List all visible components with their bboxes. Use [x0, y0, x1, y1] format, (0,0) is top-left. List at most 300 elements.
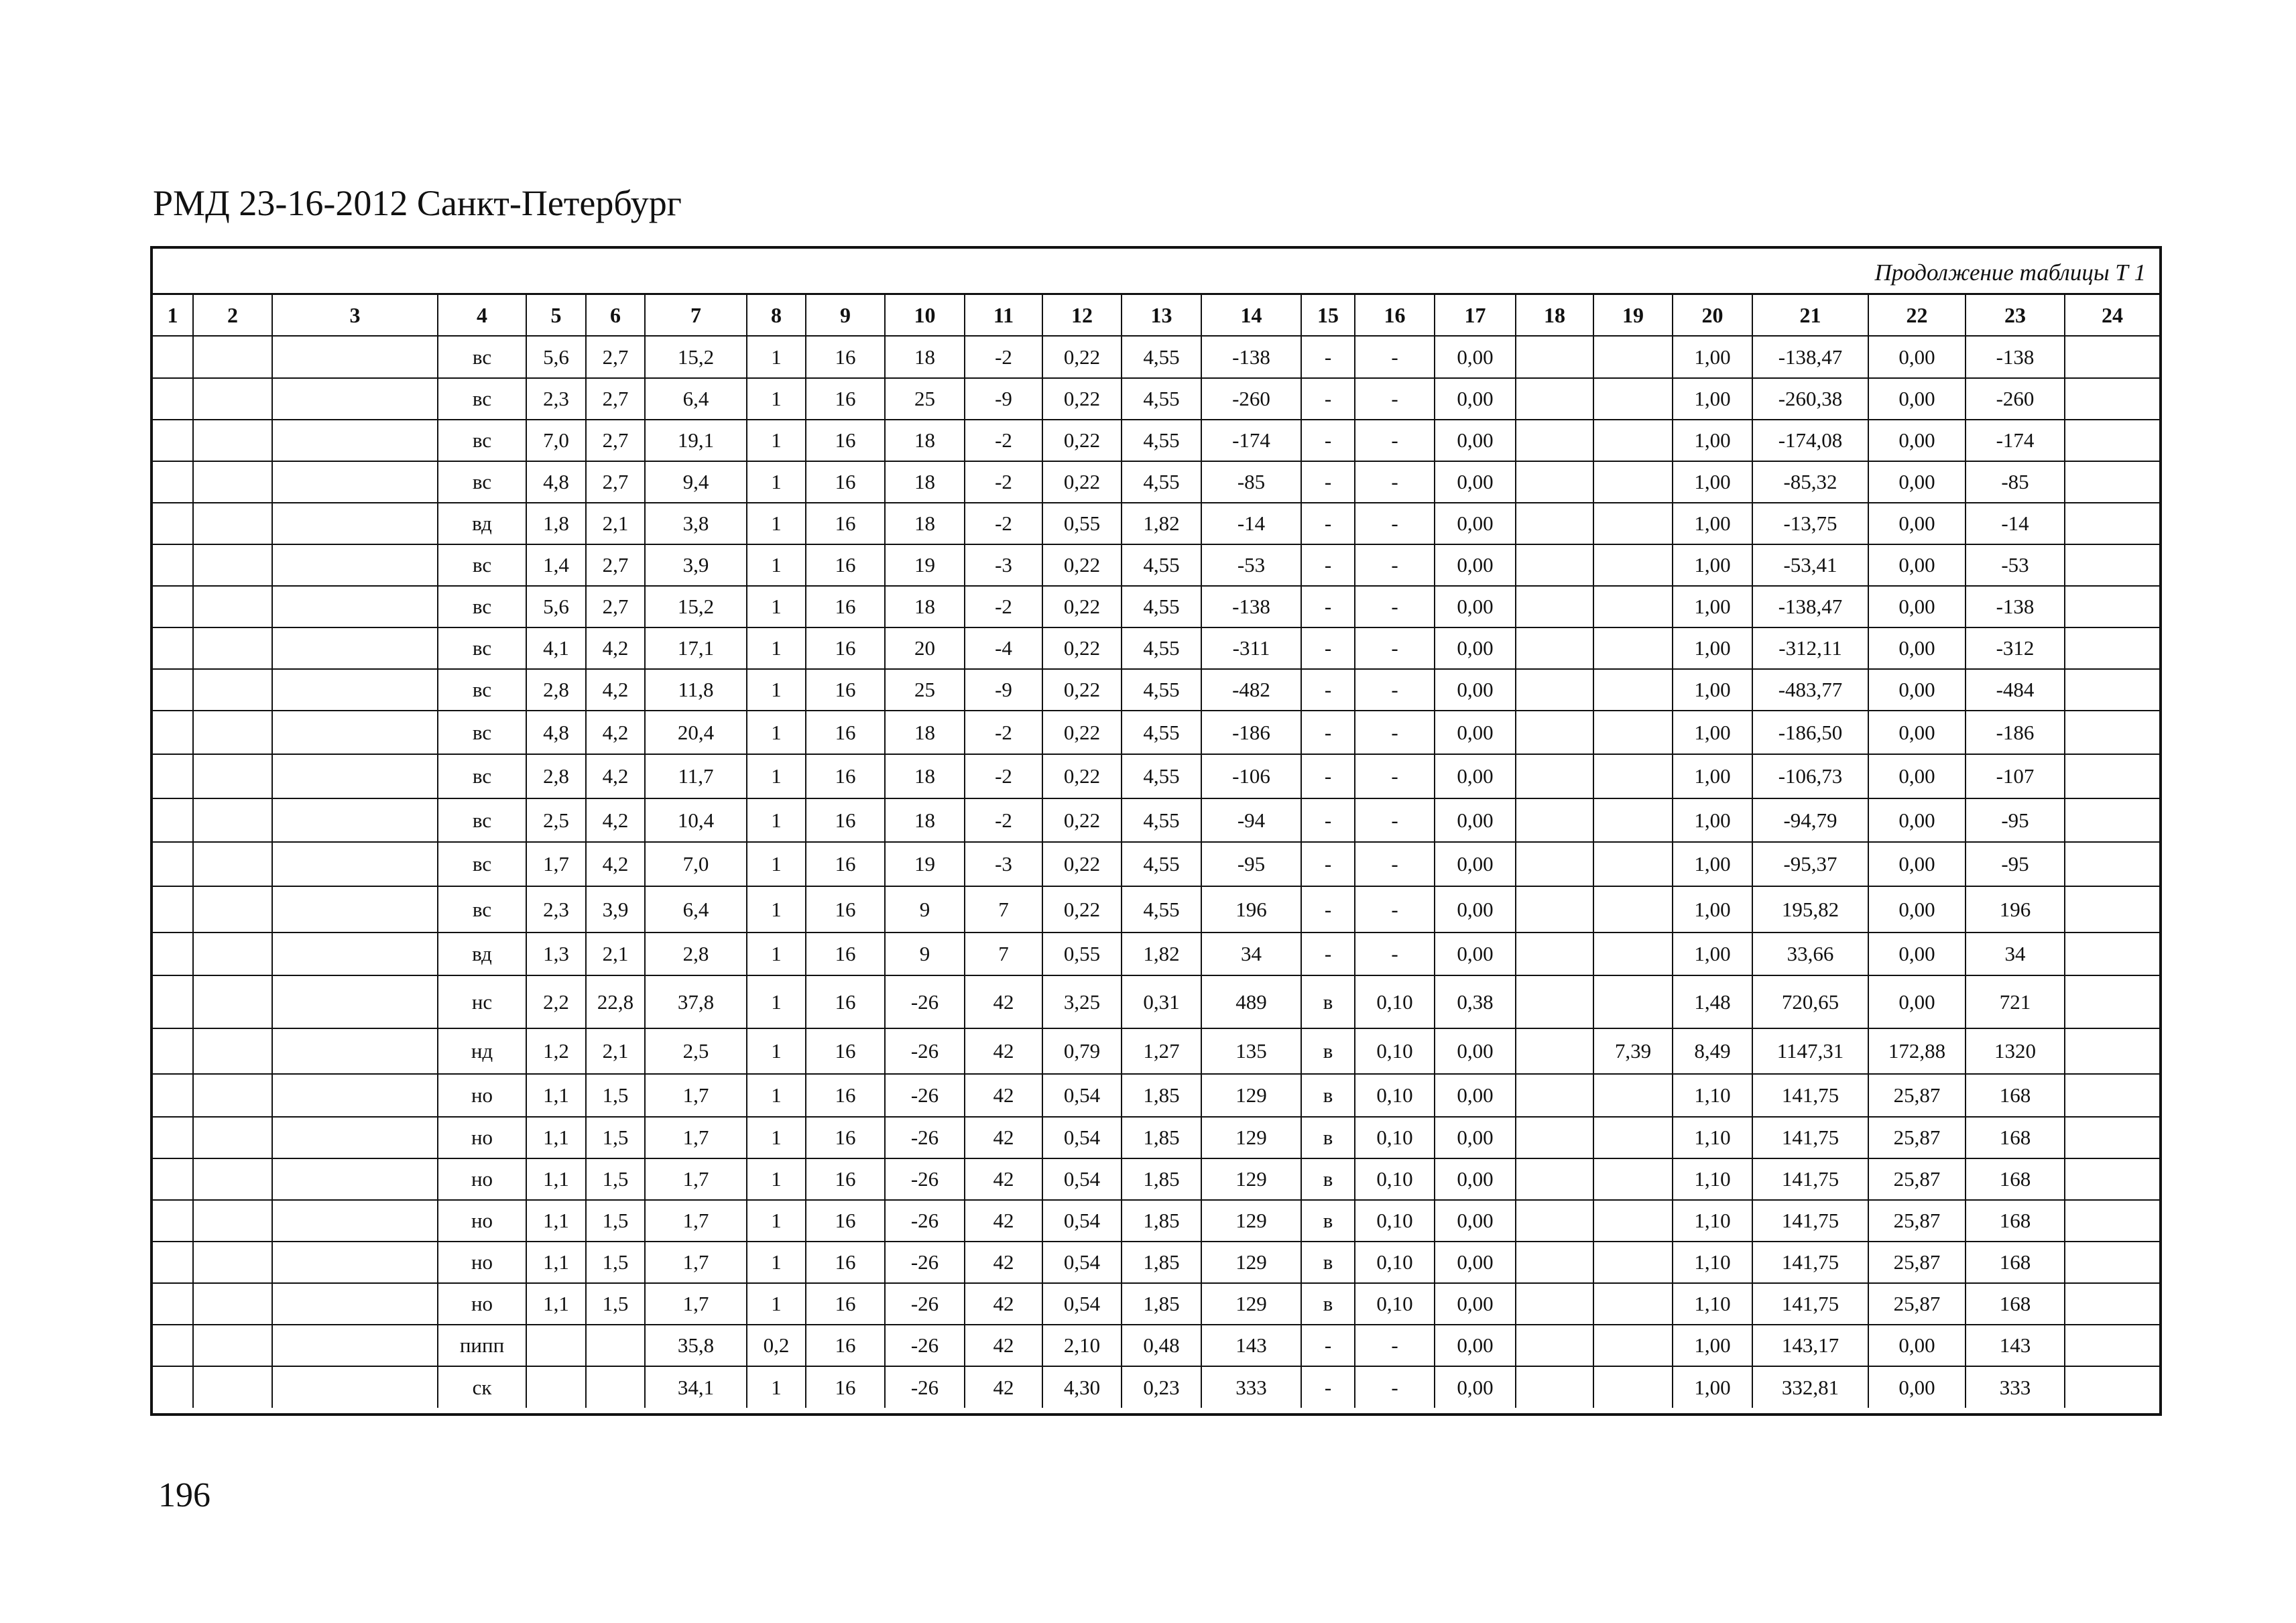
- table-cell-col-12: 0,55: [1042, 933, 1122, 975]
- table-cell-col-22: 0,00: [1868, 420, 1966, 461]
- column-header-20: 20: [1673, 295, 1752, 336]
- table-cell-col-20: 1,00: [1673, 754, 1752, 798]
- table-cell-col-9: 16: [806, 1366, 885, 1408]
- table-cell-col-10: 18: [885, 711, 965, 754]
- table-cell-col-5: 1,1: [526, 1074, 586, 1117]
- table-cell-col-4: но: [438, 1158, 526, 1200]
- table-cell-col-20: 1,00: [1673, 461, 1752, 503]
- table-cell-col-23: -138: [1966, 586, 2065, 627]
- table-cell-col-18: [1516, 420, 1593, 461]
- table-cell-col-12: 0,54: [1042, 1200, 1122, 1242]
- table-cell-col-17: 0,00: [1435, 1028, 1516, 1074]
- table-cell-col-19: [1593, 754, 1673, 798]
- table-row: [153, 1117, 2159, 1158]
- table-cell-col-14: 129: [1201, 1158, 1301, 1200]
- column-header-4: 4: [438, 295, 526, 336]
- table-cell-col-19: [1593, 1325, 1673, 1366]
- data-table: [153, 295, 2159, 1408]
- table-cell-col-1: [153, 544, 193, 586]
- table-cell-col-6: [586, 1366, 645, 1408]
- table-cell-col-8: 1: [747, 754, 806, 798]
- table-cell-col-6: 4,2: [586, 669, 645, 711]
- table-cell-col-12: 0,54: [1042, 1242, 1122, 1283]
- table-cell-col-8: 1: [747, 1366, 806, 1408]
- table-cell-col-7: 37,8: [645, 975, 747, 1028]
- table-row: [153, 1028, 2159, 1074]
- table-cell-col-14: 129: [1201, 1074, 1301, 1117]
- table-cell-col-10: 18: [885, 586, 965, 627]
- page-number: 196: [158, 1476, 210, 1514]
- table-cell-col-5: 4,8: [526, 461, 586, 503]
- column-header-15: 15: [1301, 295, 1355, 336]
- table-cell-col-1: [153, 933, 193, 975]
- table-cell-col-6: 4,2: [586, 842, 645, 886]
- table-cell-col-4: но: [438, 1200, 526, 1242]
- table-cell-col-24: [2065, 933, 2159, 975]
- table-cell-col-10: 19: [885, 842, 965, 886]
- table-cell-col-2: [193, 842, 272, 886]
- table-cell-col-24: [2065, 378, 2159, 420]
- table-cell-col-17: 0,00: [1435, 627, 1516, 669]
- table-cell-col-19: [1593, 842, 1673, 886]
- table-cell-col-14: -85: [1201, 461, 1301, 503]
- table-cell-col-8: 0,2: [747, 1325, 806, 1366]
- table-cell-col-13: 4,55: [1122, 586, 1201, 627]
- table-cell-col-10: 25: [885, 669, 965, 711]
- table-row: [153, 336, 2159, 378]
- table-cell-col-7: 1,7: [645, 1242, 747, 1283]
- table-cell-col-23: 168: [1966, 1158, 2065, 1200]
- table-cell-col-15: -: [1301, 1325, 1355, 1366]
- table-cell-col-14: -311: [1201, 627, 1301, 669]
- table-cell-col-16: 0,10: [1355, 1242, 1435, 1283]
- table-cell-col-12: 0,22: [1042, 798, 1122, 842]
- table-cell-col-22: 0,00: [1868, 503, 1966, 544]
- table-cell-col-2: [193, 886, 272, 933]
- table-cell-col-21: -85,32: [1752, 461, 1868, 503]
- table-row: [153, 586, 2159, 627]
- table-cell-col-16: -: [1355, 1325, 1435, 1366]
- column-header-17: 17: [1435, 295, 1516, 336]
- table-cell-col-5: 1,8: [526, 503, 586, 544]
- table-cell-col-4: но: [438, 1074, 526, 1117]
- table-row: [153, 1074, 2159, 1117]
- table-cell-col-14: -53: [1201, 544, 1301, 586]
- table-row: [153, 544, 2159, 586]
- table-cell-col-15: в: [1301, 1158, 1355, 1200]
- table-cell-col-3: [272, 586, 438, 627]
- table-cell-col-1: [153, 1366, 193, 1408]
- table-cell-col-11: 42: [965, 1366, 1042, 1408]
- table-cell-col-3: [272, 627, 438, 669]
- table-cell-col-9: 16: [806, 420, 885, 461]
- table-cell-col-5: 1,4: [526, 544, 586, 586]
- table-cell-col-6: 1,5: [586, 1283, 645, 1325]
- table-cell-col-21: -138,47: [1752, 586, 1868, 627]
- column-header-5: 5: [526, 295, 586, 336]
- table-cell-col-5: 1,3: [526, 933, 586, 975]
- table-cell-col-3: [272, 669, 438, 711]
- table-cell-col-13: 0,23: [1122, 1366, 1201, 1408]
- table-cell-col-21: 141,75: [1752, 1283, 1868, 1325]
- table-cell-col-4: вс: [438, 586, 526, 627]
- table-cell-col-7: 34,1: [645, 1366, 747, 1408]
- column-header-9: 9: [806, 295, 885, 336]
- table-cell-col-22: 0,00: [1868, 754, 1966, 798]
- table-cell-col-12: 0,22: [1042, 627, 1122, 669]
- table-cell-col-24: [2065, 336, 2159, 378]
- table-cell-col-18: [1516, 627, 1593, 669]
- table-cell-col-8: 1: [747, 798, 806, 842]
- table-cell-col-13: 0,48: [1122, 1325, 1201, 1366]
- table-cell-col-9: 16: [806, 1200, 885, 1242]
- table-cell-col-24: [2065, 627, 2159, 669]
- table-cell-col-11: -2: [965, 798, 1042, 842]
- table-cell-col-20: 1,00: [1673, 544, 1752, 586]
- table-cell-col-2: [193, 975, 272, 1028]
- table-cell-col-21: 720,65: [1752, 975, 1868, 1028]
- table-cell-col-3: [272, 1074, 438, 1117]
- table-cell-col-8: 1: [747, 1158, 806, 1200]
- table-cell-col-7: 1,7: [645, 1117, 747, 1158]
- table-row: [153, 669, 2159, 711]
- table-cell-col-18: [1516, 544, 1593, 586]
- table-cell-col-14: 333: [1201, 1366, 1301, 1408]
- table-cell-col-20: 1,00: [1673, 378, 1752, 420]
- table-cell-col-16: 0,10: [1355, 1200, 1435, 1242]
- table-row: [153, 754, 2159, 798]
- table-caption-row: [153, 249, 2159, 295]
- table-cell-col-17: 0,00: [1435, 798, 1516, 842]
- table-cell-col-11: 42: [965, 975, 1042, 1028]
- table-cell-col-21: -94,79: [1752, 798, 1868, 842]
- table-row: [153, 461, 2159, 503]
- table-cell-col-13: 4,55: [1122, 842, 1201, 886]
- table-cell-col-19: [1593, 975, 1673, 1028]
- table-cell-col-4: но: [438, 1242, 526, 1283]
- table-cell-col-4: но: [438, 1117, 526, 1158]
- table-cell-col-14: -186: [1201, 711, 1301, 754]
- table-cell-col-19: [1593, 669, 1673, 711]
- table-cell-col-3: [272, 1028, 438, 1074]
- table-cell-col-14: -95: [1201, 842, 1301, 886]
- table-cell-col-10: 25: [885, 378, 965, 420]
- table-cell-col-10: 18: [885, 420, 965, 461]
- table-cell-col-18: [1516, 669, 1593, 711]
- table-cell-col-21: 195,82: [1752, 886, 1868, 933]
- table-cell-col-10: 9: [885, 886, 965, 933]
- table-cell-col-5: 2,5: [526, 798, 586, 842]
- table-cell-col-19: [1593, 798, 1673, 842]
- table-cell-col-23: -484: [1966, 669, 2065, 711]
- table-cell-col-8: 1: [747, 461, 806, 503]
- table-cell-col-4: нс: [438, 975, 526, 1028]
- table-cell-col-11: 42: [965, 1028, 1042, 1074]
- table-cell-col-18: [1516, 461, 1593, 503]
- table-cell-col-20: 1,00: [1673, 586, 1752, 627]
- table-cell-col-11: 42: [965, 1242, 1042, 1283]
- table-cell-col-2: [193, 669, 272, 711]
- table-cell-col-12: 0,22: [1042, 711, 1122, 754]
- table-cell-col-7: 19,1: [645, 420, 747, 461]
- table-cell-col-6: 1,5: [586, 1242, 645, 1283]
- table-cell-col-4: вс: [438, 842, 526, 886]
- table-cell-col-10: 18: [885, 798, 965, 842]
- table-cell-col-9: 16: [806, 503, 885, 544]
- table-cell-col-14: 489: [1201, 975, 1301, 1028]
- column-header-16: 16: [1355, 295, 1435, 336]
- table-cell-col-15: -: [1301, 336, 1355, 378]
- column-header-11: 11: [965, 295, 1042, 336]
- table-cell-col-11: -2: [965, 711, 1042, 754]
- table-cell-col-11: 42: [965, 1200, 1042, 1242]
- table-cell-col-15: -: [1301, 1366, 1355, 1408]
- table-cell-col-20: 1,00: [1673, 842, 1752, 886]
- table-cell-col-19: [1593, 1242, 1673, 1283]
- table-cell-col-23: 333: [1966, 1366, 2065, 1408]
- table-cell-col-10: -26: [885, 1028, 965, 1074]
- table-cell-col-7: 1,7: [645, 1283, 747, 1325]
- table-cell-col-11: -9: [965, 378, 1042, 420]
- table-cell-col-5: 2,8: [526, 669, 586, 711]
- table-cell-col-9: 16: [806, 975, 885, 1028]
- table-cell-col-24: [2065, 586, 2159, 627]
- table-cell-col-10: 18: [885, 336, 965, 378]
- table-cell-col-3: [272, 378, 438, 420]
- table-cell-col-7: 17,1: [645, 627, 747, 669]
- table-cell-col-19: [1593, 420, 1673, 461]
- table-cell-col-16: -: [1355, 933, 1435, 975]
- table-cell-col-24: [2065, 975, 2159, 1028]
- table-cell-col-21: 141,75: [1752, 1200, 1868, 1242]
- table-cell-col-9: 16: [806, 842, 885, 886]
- table-cell-col-16: -: [1355, 627, 1435, 669]
- table-caption: Продолжение таблицы Т 1: [1874, 259, 2146, 286]
- table-cell-col-1: [153, 1158, 193, 1200]
- table-cell-col-12: 0,22: [1042, 544, 1122, 586]
- table-cell-col-16: 0,10: [1355, 1158, 1435, 1200]
- table-cell-col-20: 1,00: [1673, 933, 1752, 975]
- table-cell-col-24: [2065, 544, 2159, 586]
- table-cell-col-23: 168: [1966, 1242, 2065, 1283]
- table-cell-col-12: 0,22: [1042, 586, 1122, 627]
- table-cell-col-22: 0,00: [1868, 378, 1966, 420]
- table-cell-col-1: [153, 1283, 193, 1325]
- table-cell-col-15: -: [1301, 461, 1355, 503]
- table-cell-col-13: 4,55: [1122, 798, 1201, 842]
- table-cell-col-17: 0,00: [1435, 1117, 1516, 1158]
- table-cell-col-7: 35,8: [645, 1325, 747, 1366]
- table-cell-col-5: 1,7: [526, 842, 586, 886]
- column-header-12: 12: [1042, 295, 1122, 336]
- table-cell-col-2: [193, 336, 272, 378]
- table-cell-col-6: 2,1: [586, 503, 645, 544]
- table-cell-col-12: 0,55: [1042, 503, 1122, 544]
- table-cell-col-4: вс: [438, 420, 526, 461]
- table-cell-col-22: 0,00: [1868, 711, 1966, 754]
- table-cell-col-1: [153, 1242, 193, 1283]
- table-cell-col-15: в: [1301, 1117, 1355, 1158]
- table-cell-col-4: вс: [438, 627, 526, 669]
- table-cell-col-19: [1593, 336, 1673, 378]
- table-cell-col-1: [153, 378, 193, 420]
- table-cell-col-20: 1,10: [1673, 1283, 1752, 1325]
- table-cell-col-1: [153, 975, 193, 1028]
- table-cell-col-13: 4,55: [1122, 461, 1201, 503]
- table-cell-col-7: 20,4: [645, 711, 747, 754]
- table-cell-col-6: 2,1: [586, 1028, 645, 1074]
- table-cell-col-3: [272, 1366, 438, 1408]
- table-cell-col-3: [272, 886, 438, 933]
- table-cell-col-17: 0,00: [1435, 420, 1516, 461]
- table-cell-col-24: [2065, 503, 2159, 544]
- table-cell-col-9: 16: [806, 586, 885, 627]
- table-cell-col-7: 6,4: [645, 378, 747, 420]
- table-cell-col-19: [1593, 886, 1673, 933]
- table-cell-col-3: [272, 503, 438, 544]
- table-cell-col-6: 2,7: [586, 586, 645, 627]
- table-row: [153, 1200, 2159, 1242]
- table-cell-col-14: -94: [1201, 798, 1301, 842]
- table-cell-col-14: 135: [1201, 1028, 1301, 1074]
- table-cell-col-23: -95: [1966, 798, 2065, 842]
- table-row: [153, 933, 2159, 975]
- table-cell-col-1: [153, 627, 193, 669]
- table-cell-col-5: 5,6: [526, 586, 586, 627]
- table-cell-col-8: 1: [747, 1283, 806, 1325]
- table-cell-col-15: -: [1301, 586, 1355, 627]
- table-cell-col-14: -138: [1201, 586, 1301, 627]
- table-cell-col-2: [193, 1158, 272, 1200]
- table-cell-col-23: 168: [1966, 1074, 2065, 1117]
- table-cell-col-13: 1,85: [1122, 1200, 1201, 1242]
- table-cell-col-19: [1593, 586, 1673, 627]
- table-cell-col-3: [272, 336, 438, 378]
- table-cell-col-24: [2065, 1242, 2159, 1283]
- table-cell-col-2: [193, 1366, 272, 1408]
- table-cell-col-18: [1516, 336, 1593, 378]
- table-cell-col-23: 168: [1966, 1117, 2065, 1158]
- column-header-2: 2: [193, 295, 272, 336]
- table-cell-col-21: -106,73: [1752, 754, 1868, 798]
- table-cell-col-8: 1: [747, 933, 806, 975]
- table-cell-col-12: 0,54: [1042, 1117, 1122, 1158]
- table-cell-col-2: [193, 420, 272, 461]
- table-cell-col-11: -2: [965, 336, 1042, 378]
- table-cell-col-21: -186,50: [1752, 711, 1868, 754]
- table-cell-col-23: 196: [1966, 886, 2065, 933]
- table-cell-col-16: -: [1355, 842, 1435, 886]
- table-cell-col-22: 0,00: [1868, 627, 1966, 669]
- table-row: [153, 378, 2159, 420]
- table-cell-col-14: 34: [1201, 933, 1301, 975]
- table-cell-col-18: [1516, 503, 1593, 544]
- table-cell-col-3: [272, 1242, 438, 1283]
- table-cell-col-4: но: [438, 1283, 526, 1325]
- table-cell-col-1: [153, 1200, 193, 1242]
- table-cell-col-10: -26: [885, 1283, 965, 1325]
- table-cell-col-23: 721: [1966, 975, 2065, 1028]
- table-cell-col-12: 4,30: [1042, 1366, 1122, 1408]
- table-cell-col-10: -26: [885, 1325, 965, 1366]
- table-cell-col-11: 7: [965, 933, 1042, 975]
- table-cell-col-1: [153, 503, 193, 544]
- table-cell-col-2: [193, 1028, 272, 1074]
- table-cell-col-23: 1320: [1966, 1028, 2065, 1074]
- table-cell-col-10: -26: [885, 1242, 965, 1283]
- table-cell-col-14: 129: [1201, 1242, 1301, 1283]
- table-cell-col-5: 1,1: [526, 1117, 586, 1158]
- table-cell-col-18: [1516, 842, 1593, 886]
- table-cell-col-1: [153, 461, 193, 503]
- table-cell-col-19: [1593, 461, 1673, 503]
- table-cell-col-23: -138: [1966, 336, 2065, 378]
- column-header-18: 18: [1516, 295, 1593, 336]
- table-cell-col-18: [1516, 798, 1593, 842]
- table-cell-col-8: 1: [747, 503, 806, 544]
- table-cell-col-15: -: [1301, 420, 1355, 461]
- table-cell-col-16: 0,10: [1355, 1074, 1435, 1117]
- table-cell-col-15: в: [1301, 1283, 1355, 1325]
- table-cell-col-5: 2,3: [526, 378, 586, 420]
- table-cell-col-9: 16: [806, 711, 885, 754]
- table-cell-col-13: 4,55: [1122, 544, 1201, 586]
- table-cell-col-9: 16: [806, 1028, 885, 1074]
- table-cell-col-24: [2065, 1200, 2159, 1242]
- table-cell-col-18: [1516, 1074, 1593, 1117]
- table-cell-col-3: [272, 933, 438, 975]
- table-cell-col-3: [272, 1325, 438, 1366]
- table-cell-col-12: 0,79: [1042, 1028, 1122, 1074]
- table-cell-col-22: 25,87: [1868, 1158, 1966, 1200]
- table-cell-col-12: 0,22: [1042, 336, 1122, 378]
- table-cell-col-23: 168: [1966, 1200, 2065, 1242]
- table-cell-col-3: [272, 1200, 438, 1242]
- table-cell-col-3: [272, 1117, 438, 1158]
- table-cell-col-22: 0,00: [1868, 586, 1966, 627]
- table-cell-col-9: 16: [806, 669, 885, 711]
- table-cell-col-15: в: [1301, 1242, 1355, 1283]
- table-cell-col-8: 1: [747, 1028, 806, 1074]
- table-cell-col-18: [1516, 1028, 1593, 1074]
- table-cell-col-2: [193, 1283, 272, 1325]
- table-cell-col-12: 0,22: [1042, 754, 1122, 798]
- table-cell-col-22: 172,88: [1868, 1028, 1966, 1074]
- table-cell-col-20: 1,00: [1673, 503, 1752, 544]
- table-cell-col-22: 25,87: [1868, 1242, 1966, 1283]
- table-cell-col-22: 0,00: [1868, 798, 1966, 842]
- table-cell-col-1: [153, 420, 193, 461]
- table-cell-col-14: -260: [1201, 378, 1301, 420]
- table-cell-col-17: 0,38: [1435, 975, 1516, 1028]
- table-cell-col-23: -260: [1966, 378, 2065, 420]
- table-cell-col-4: пипп: [438, 1325, 526, 1366]
- table-cell-col-6: 4,2: [586, 754, 645, 798]
- table-cell-col-22: 0,00: [1868, 975, 1966, 1028]
- table-cell-col-14: 129: [1201, 1283, 1301, 1325]
- table-cell-col-16: -: [1355, 754, 1435, 798]
- table-cell-col-12: 0,54: [1042, 1074, 1122, 1117]
- table-cell-col-9: 16: [806, 798, 885, 842]
- table-cell-col-15: в: [1301, 1200, 1355, 1242]
- table-cell-col-7: 9,4: [645, 461, 747, 503]
- table-cell-col-22: 0,00: [1868, 461, 1966, 503]
- table-cell-col-21: -95,37: [1752, 842, 1868, 886]
- table-cell-col-2: [193, 627, 272, 669]
- table-cell-col-8: 1: [747, 669, 806, 711]
- table-cell-col-12: 0,22: [1042, 378, 1122, 420]
- table-cell-col-2: [193, 1200, 272, 1242]
